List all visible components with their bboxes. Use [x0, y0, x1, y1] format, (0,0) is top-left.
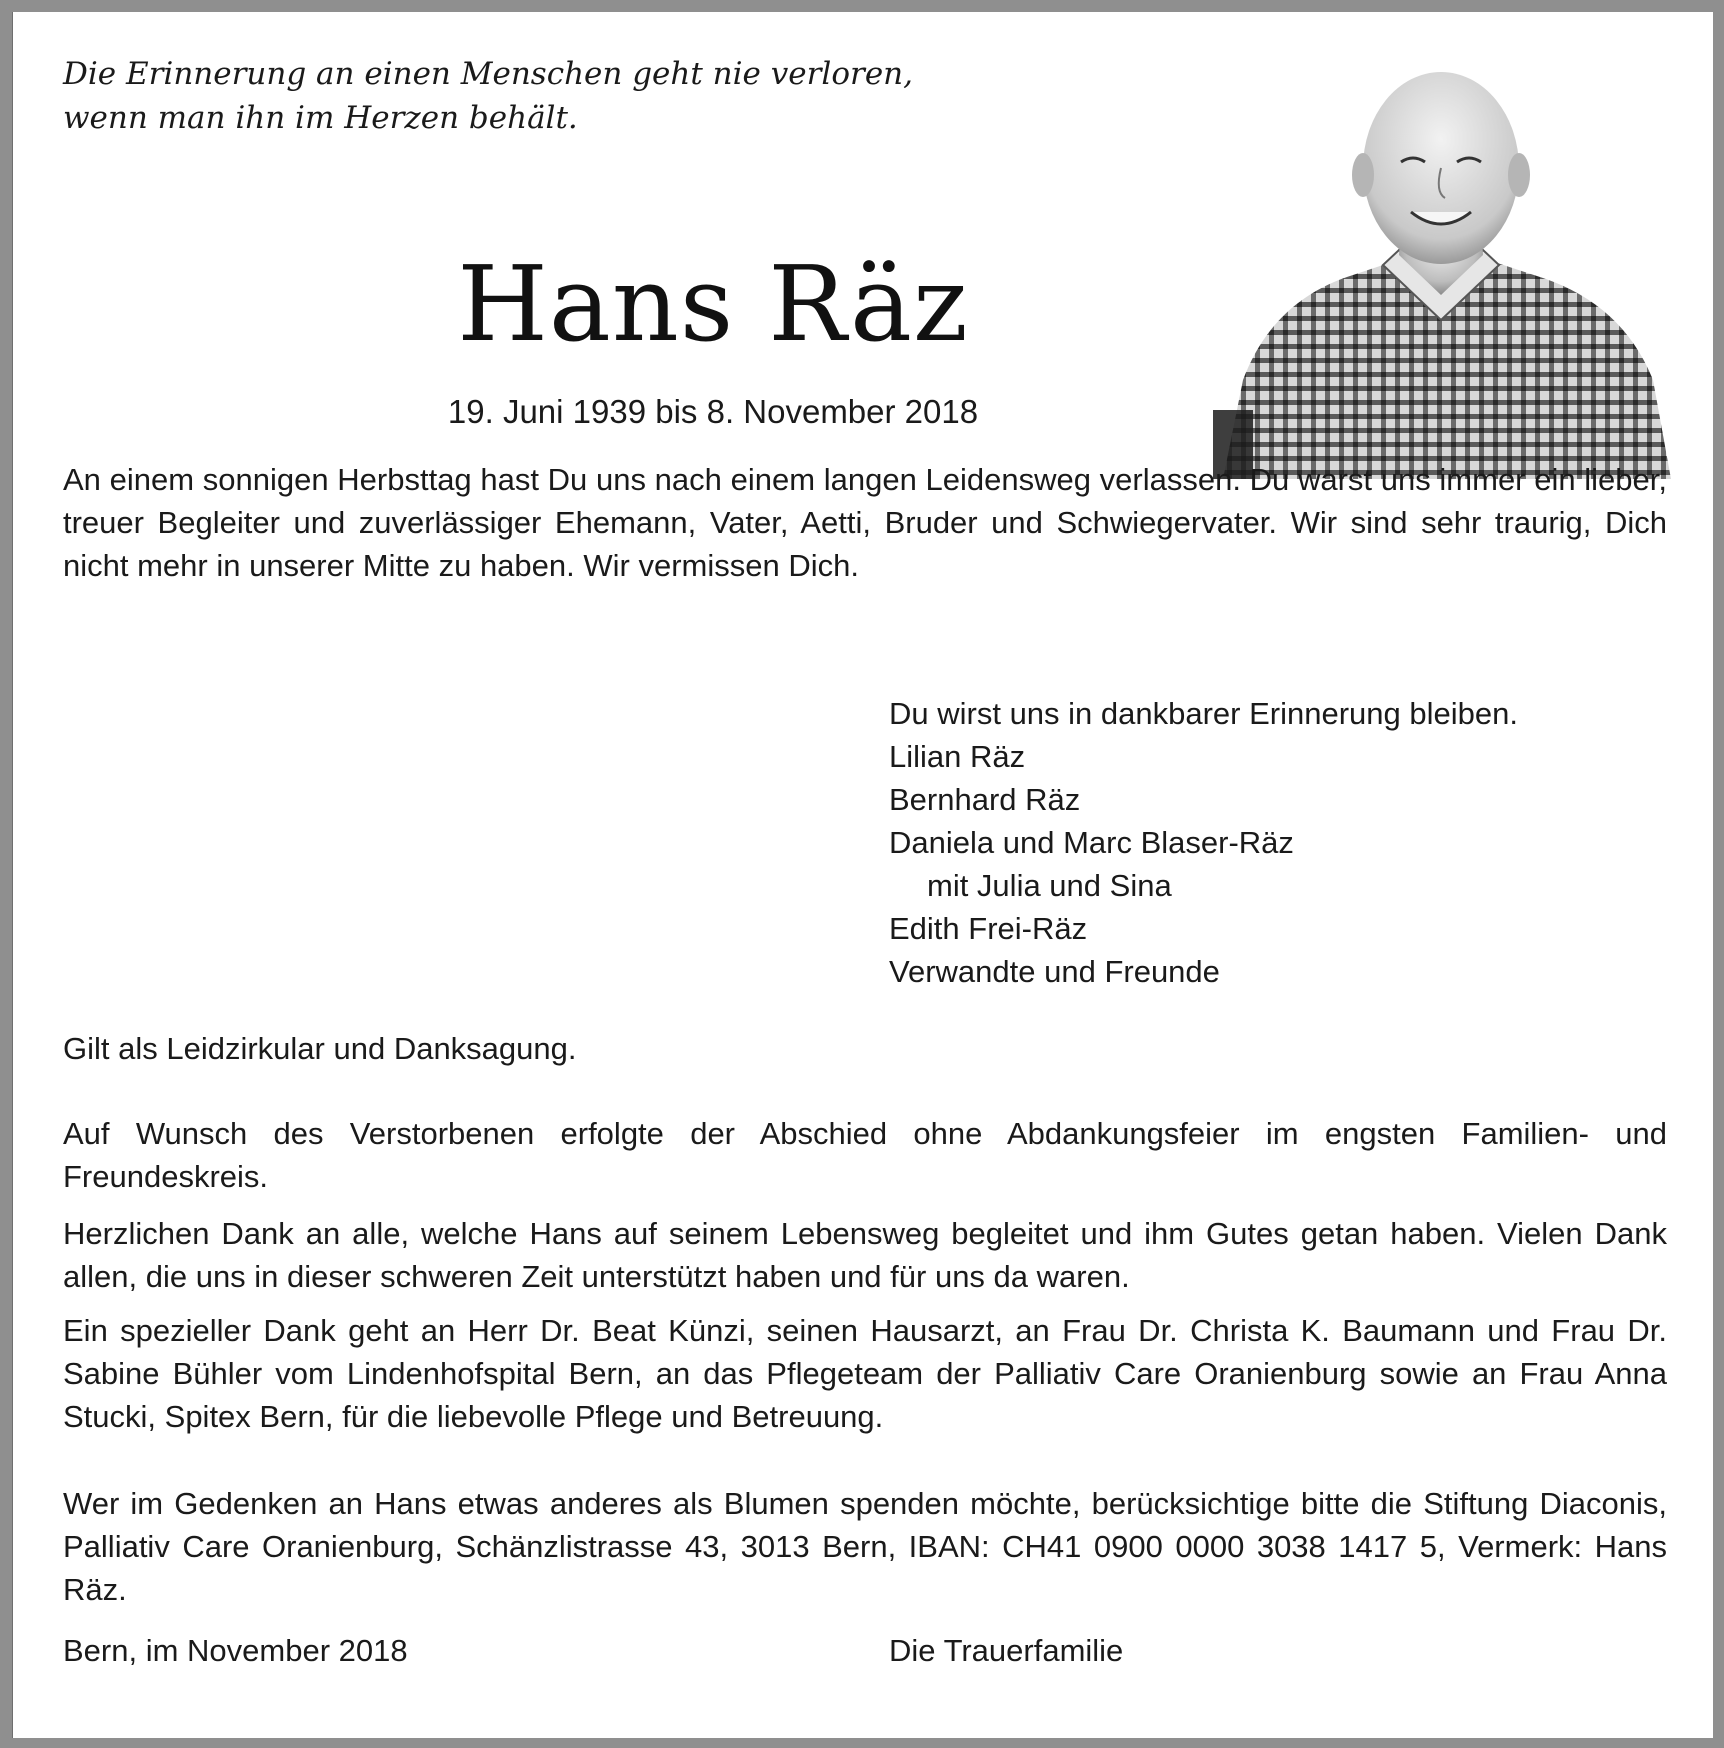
closing-signature: Die Trauerfamilie	[889, 1633, 1124, 1668]
intro-paragraph: An einem sonnigen Herbsttag hast Du uns nach einem langen Leidensweg verlassen. Du warst uns immer ein lieber, treuer Begleiter und zuverlässiger Ehemann, Vater, Aetti, Bruder und Schwiegervater. Wir sind sehr traurig, Dich nicht mehr in unserer Mitte zu haben. Wir vermissen Dich.	[63, 462, 1667, 583]
deceased-name: Hans Räz	[457, 243, 969, 365]
special-thanks-paragraph: Ein spezieller Dank geht an Herr Dr. Beat Künzi, seinen Hausarzt, an Frau Dr. Christa K. Baumann und Frau Dr. Sabine Bühler vom Lindenhofspital Bern, an das Pflegeteam der Palliativ Care Oranienburg sowie an Frau Anna Stucki, Spitex Bern, für die liebevolle Pflege und Betreuung.	[63, 1313, 1667, 1434]
obituary-page	[12, 12, 1713, 1738]
life-dates: 19. Juni 1939 bis 8. November 2018	[447, 393, 979, 430]
mourner-name: Edith Frei-Räz	[889, 911, 1088, 946]
mourner-name: mit Julia und Sina	[927, 868, 1172, 903]
portrait-photo	[1213, 50, 1671, 479]
donation-paragraph: Wer im Gedenken an Hans etwas anderes als Blumen spenden möchte, berücksichtige bitte die Stiftung Diaconis, Palliativ Care Oranienburg, Schänzlistrasse 43, 3013 Bern, IBAN: CH41 0900 0000 3038 1417 5, Vermerk: Hans Räz.	[63, 1486, 1667, 1607]
farewell-paragraph: Auf Wunsch des Verstorbenen erfolgte der Abschied ohne Abdankungsfeier im engsten Familien- und Freundeskreis.	[63, 1116, 1667, 1194]
mourner-name: Daniela und Marc Blaser-Räz	[889, 825, 1294, 860]
mourners-heading: Du wirst uns in dankbarer Erinnerung bleiben.	[889, 696, 1518, 731]
quote-line-1: Die Erinnerung an einen Menschen geht nie verloren,	[63, 56, 913, 92]
quote-line-2: wenn man ihn im Herzen behält.	[63, 100, 578, 136]
mourner-name: Verwandte und Freunde	[889, 954, 1220, 989]
thanks-paragraph: Herzlichen Dank an alle, welche Hans auf seinem Lebensweg begleitet und ihm Gutes getan haben. Vielen Dank allen, die uns in dieser schweren Zeit unterstützt haben und für uns da waren.	[63, 1216, 1667, 1294]
mourners-list	[889, 692, 1518, 993]
circular-notice: Gilt als Leidzirkular und Danksagung.	[63, 1031, 577, 1066]
mourner-name: Lilian Räz	[889, 739, 1026, 774]
portrait-photo-icon	[1213, 50, 1671, 479]
mourner-name: Bernhard Räz	[889, 782, 1081, 817]
memorial-quote	[63, 52, 913, 140]
place-date: Bern, im November 2018	[63, 1633, 408, 1668]
